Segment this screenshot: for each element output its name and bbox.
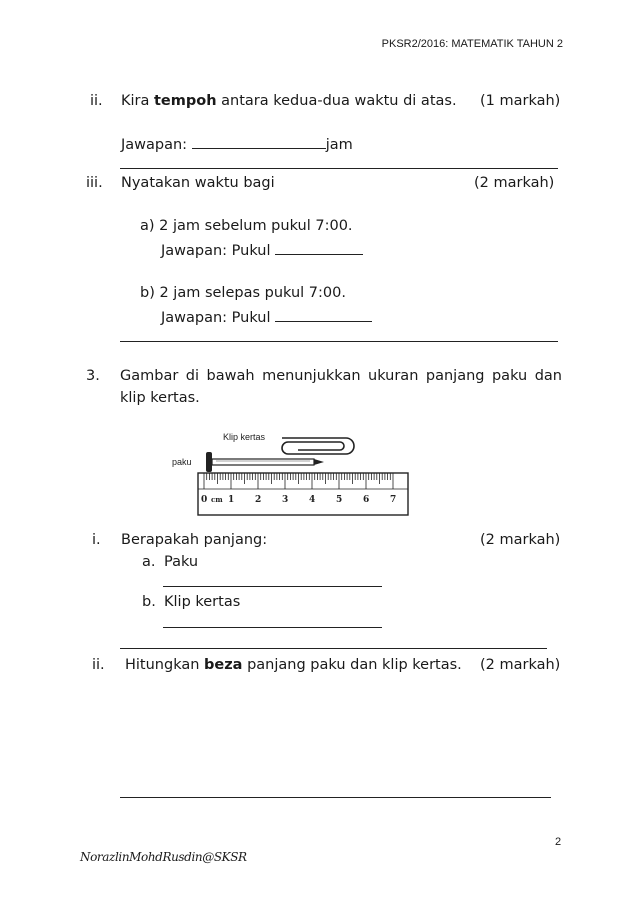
q2-ii-answer-label: Jawapan: <box>121 137 192 153</box>
q3-i-a-text: Paku <box>164 554 199 570</box>
ruler-tick-label: 0 <box>201 495 208 505</box>
q3-i-marks: (2 markah) <box>480 532 561 548</box>
q2-iii-b-text: b) 2 jam selepas pukul 7:00. <box>140 285 346 301</box>
nail-icon <box>206 452 324 472</box>
q3-question-line2: klip kertas. <box>120 390 200 406</box>
q2-iii-a-answer <box>161 240 363 259</box>
ruler-tick-label: 2 <box>255 495 262 505</box>
separator-line <box>120 648 547 649</box>
q2-ii-text-pre: Kira <box>121 93 154 109</box>
q2-ii-marks: (1 markah) <box>480 93 561 109</box>
page-number: 2 <box>555 836 562 848</box>
q2-ii-answer-unit: jam <box>325 137 353 153</box>
ruler <box>198 473 408 515</box>
q3-i-number: i. <box>92 532 101 548</box>
q2-iii-a-answer-blank[interactable] <box>275 240 363 255</box>
q2-ii-answer-blank[interactable] <box>192 134 326 149</box>
ruler-tick-label: 1 <box>228 495 235 505</box>
q3-ii-number: ii. <box>92 657 105 673</box>
clip-label: Klip kertas <box>223 432 266 442</box>
q2-iii-a-text: a) 2 jam sebelum pukul 7:00. <box>140 218 353 234</box>
page-header: PKSR2/2016: MATEMATIK TAHUN 2 <box>381 38 563 50</box>
q2-ii-text-bold: tempoh <box>154 93 217 109</box>
q3-i-b-answer-line[interactable] <box>163 627 382 628</box>
q2-ii-answer <box>121 134 353 153</box>
separator-line <box>120 168 558 169</box>
q2-iii-b-answer-blank[interactable] <box>275 307 372 322</box>
q3-ii-answer-line[interactable] <box>120 797 551 798</box>
q2-iii-marks: (2 markah) <box>474 175 555 191</box>
ruler-tick-label: 6 <box>363 495 370 505</box>
nail-label: paku <box>172 457 192 467</box>
nail-clip-ruler-figure <box>160 418 430 523</box>
separator-line <box>120 341 558 342</box>
q3-i-b-label: b. <box>142 594 156 610</box>
q3-ii-question <box>125 657 462 673</box>
paper-clip-icon <box>282 438 354 454</box>
q3-i-b-text: Klip kertas <box>164 594 241 610</box>
ruler-tick-label: 4 <box>309 495 316 505</box>
q3-question-line1: Gambar di bawah menunjukkan ukuran panjang paku dan <box>120 368 562 384</box>
ruler-tick-label: 5 <box>336 495 343 505</box>
q2-ii-number: ii. <box>90 93 103 109</box>
q3-i-a-answer-line[interactable] <box>163 586 382 587</box>
q2-iii-question: Nyatakan waktu bagi <box>121 175 275 191</box>
q3-ii-marks: (2 markah) <box>480 657 561 673</box>
ruler-tick-label: 7 <box>390 495 397 505</box>
ruler-unit-label: cm <box>211 495 223 504</box>
q2-iii-b-answer-label: Jawapan: Pukul <box>161 310 276 326</box>
q3-number: 3. <box>86 368 100 384</box>
q3-ii-text-pre: Hitungkan <box>125 657 205 673</box>
ruler-tick-label: 3 <box>282 495 289 505</box>
q2-iii-a-answer-label: Jawapan: Pukul <box>161 243 276 259</box>
q2-ii-question <box>121 93 457 109</box>
author-signature: NorazlinMohdRusdin@SKSR <box>80 850 247 864</box>
q2-ii-text-post: antara kedua-dua waktu di atas. <box>216 93 457 109</box>
q2-iii-b-answer <box>161 307 372 326</box>
q3-i-a-label: a. <box>142 554 156 570</box>
q3-ii-text-bold: beza <box>204 657 243 673</box>
q2-iii-number: iii. <box>86 175 103 191</box>
q3-ii-text-post: panjang paku dan klip kertas. <box>242 657 462 673</box>
q3-i-question: Berapakah panjang: <box>121 532 268 548</box>
